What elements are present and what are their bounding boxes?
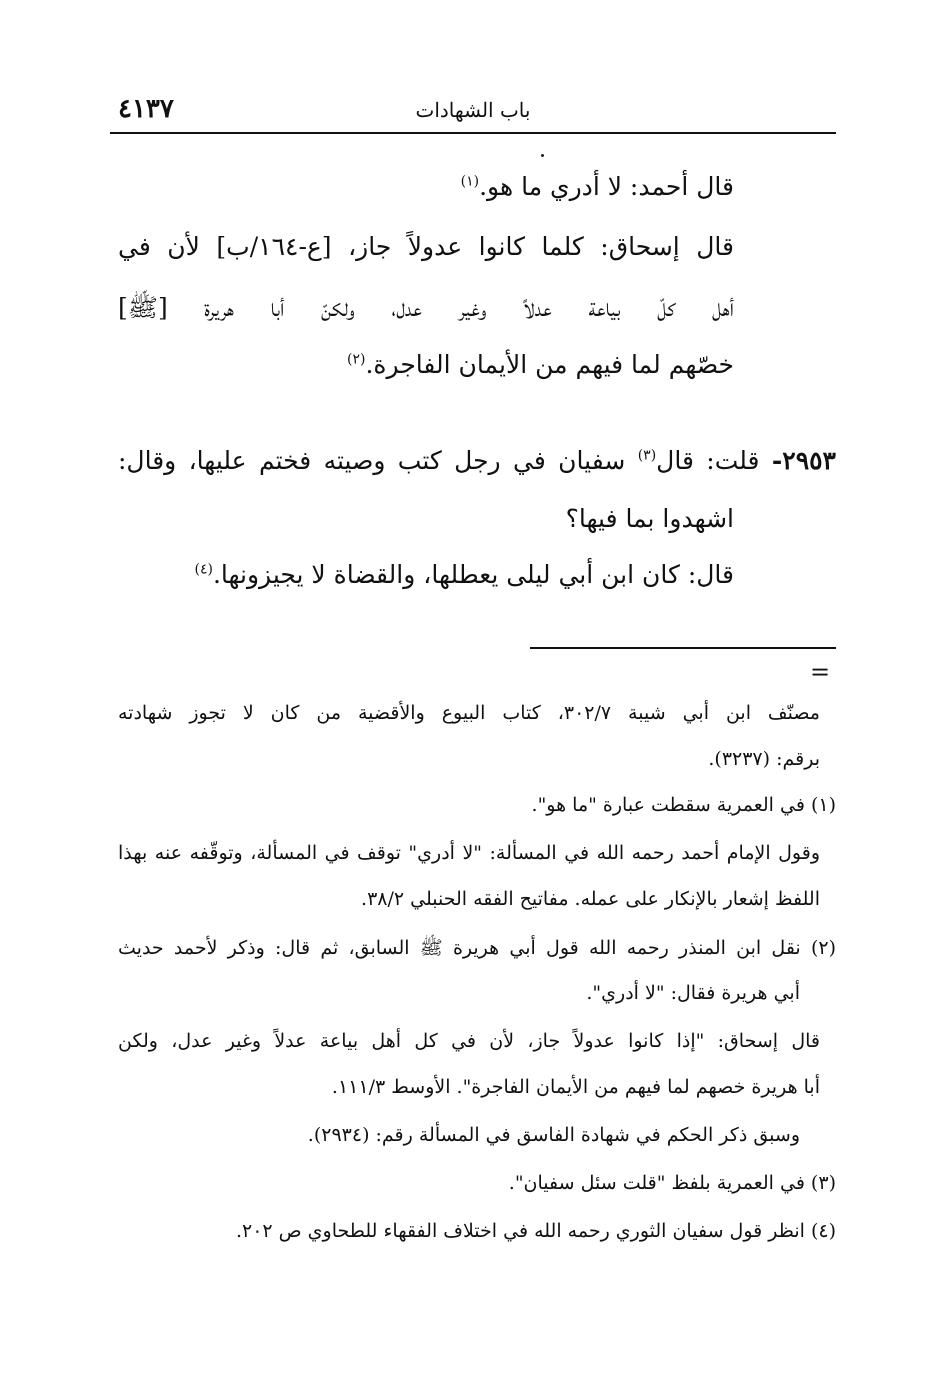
issue-line-3-text: قال: كان ابن أبي ليلى يعطلها، والقضاة لا يجيزونها.: [212, 560, 734, 589]
main-line-2: قال إسحاق: كلما كانوا عدولاً جاز، [ع-١٦٤/ب] لأن في: [118, 232, 734, 261]
main-line-1: [461, 172, 734, 201]
main-line-4: [347, 350, 734, 379]
footnote-2-line-3: قال إسحاق: "إذا كانوا عدولاً جاز، لأن في كل أهل بياعة عدلاً وغير عدل، ولكن: [118, 1030, 820, 1052]
footnote-2-line-5: وسبق ذكر الحكم في شهادة الفاسق في المسألة رقم: (٢٩٣٤).: [307, 1124, 800, 1146]
footnote-2-line-1: (٢) نقل ابن المنذر رحمه الله قول أبي هريرة ﷺ السابق، ثم قال: وذكر لأحمد حديث: [118, 937, 836, 959]
issue-line-3: [194, 560, 734, 589]
footnote-3-line-1: (٣) في العمرية بلفظ "قلت سئل سفيان".: [508, 1172, 836, 1194]
main-line-4-text: خصّهم لما فيهم من الأيمان الفاجرة.: [365, 350, 734, 379]
footnote-ref-4: (٤): [194, 561, 213, 578]
running-title: باب الشهادات: [415, 98, 531, 122]
footnote-2-line-4: أبا هريرة خصهم لما فيهم من الأيمان الفاجرة". الأوسط ١١١/٣.: [331, 1076, 820, 1098]
issue-line-2: اشهدوا بما فيها؟: [565, 504, 734, 533]
footnote-ref-1: (١): [460, 173, 480, 190]
main-line-3: أهل كلّ بياعة عدلاً وغير عدل، ولكنّ أبا هريرة [ﷺ]: [118, 293, 734, 322]
page-number: ٤١٣٧: [118, 94, 174, 124]
page-header: [110, 92, 836, 134]
issue-text-a: قلت: قال: [656, 446, 760, 475]
issue-heading-line: [118, 446, 836, 475]
issue-text-b: سفيان في رجل كتب وصيته فختم عليها، وقال:: [118, 446, 626, 475]
footnote-2-line-2: أبي هريرة فقال: "لا أدري".: [586, 982, 800, 1004]
footnote-separator: [530, 647, 836, 649]
footnote-4-line-1: (٤) انظر قول سفيان الثوري رحمه الله في اختلاف الفقهاء للطحاوي ص ٢٠٢.: [235, 1220, 836, 1242]
footnote-cont-line-2: برقم: (٣٢٣٧).: [708, 748, 820, 770]
footnote-ref-2: (٢): [347, 351, 366, 368]
footnote-ref-3: (٣): [637, 447, 657, 464]
continuation-mark: =: [810, 658, 831, 686]
footnote-1-line-1: (١) في العمرية سقطت عبارة "ما هو".: [531, 794, 836, 816]
main-line-1-text: قال أحمد: لا أدري ما هو.: [479, 172, 734, 201]
print-dot: [541, 154, 544, 157]
footnote-cont-line-1: مصنّف ابن أبي شيبة ٣٠٢/٧، كتاب البيوع والأقضية من كان لا تجوز شهادته: [118, 702, 820, 724]
issue-number: ٢٩٥٣-: [771, 446, 836, 475]
footnote-1-line-3: اللفظ إشعار بالإنكار على عمله. مفاتيح الفقه الحنبلي ٣٨/٢.: [361, 888, 820, 910]
footnote-1-line-2: وقول الإمام أحمد رحمه الله في المسألة: "لا أدري" توقف في المسألة، وتوقّفه عنه بهذا: [118, 842, 820, 864]
